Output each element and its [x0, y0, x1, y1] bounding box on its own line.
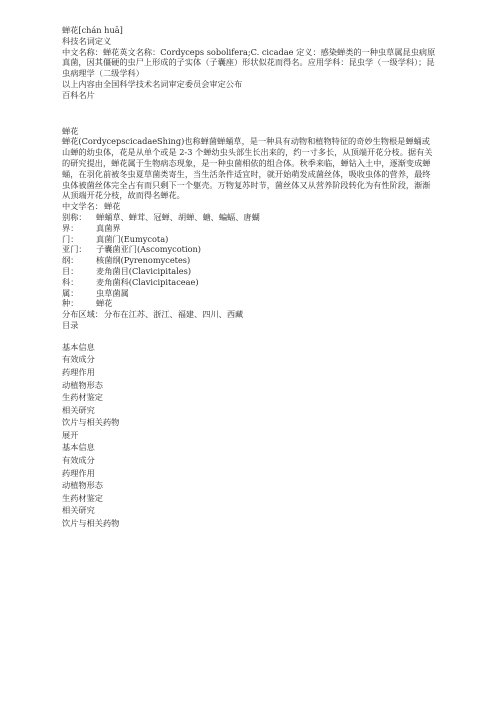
taxonomy-value: 蝉花 [96, 298, 113, 309]
taxonomy-value: 蝉花 [104, 201, 121, 212]
toc-link[interactable]: 相关研究 [62, 505, 95, 516]
toc-link[interactable]: 生药材鉴定 [62, 492, 103, 503]
taxonomy-key: 中文学名： [62, 201, 103, 212]
toc-link[interactable]: 有效成分 [62, 354, 95, 365]
toc-link[interactable]: 相关研究 [62, 404, 95, 415]
toc-link[interactable]: 基本信息 [62, 442, 95, 453]
spacer [62, 101, 437, 126]
toc-link[interactable]: 饮片与相关药物 [62, 417, 120, 428]
taxonomy-key: 界： [62, 222, 79, 233]
taxonomy-value: 分布在江苏、浙江、福建、四川、西藏 [104, 309, 244, 320]
taxonomy-key: 科： [62, 276, 79, 287]
taxonomy-key: 目： [62, 265, 79, 276]
document-content [62, 25, 437, 530]
taxonomy-row [62, 266, 437, 277]
category-label: 科技名词定义 [62, 35, 112, 46]
table-of-contents [62, 341, 437, 530]
taxonomy-row [62, 201, 437, 212]
toc-link[interactable]: 药理作用 [62, 366, 95, 377]
taxonomy-row [62, 234, 437, 245]
toc-link[interactable]: 有效成分 [62, 455, 95, 466]
taxonomy-key: 种： [62, 298, 79, 309]
toc-link[interactable]: 药理作用 [62, 467, 95, 478]
toc-link[interactable]: 动植物形态 [62, 379, 103, 390]
toc-link[interactable]: 基本信息 [62, 341, 95, 352]
taxonomy-value: 真菌界 [96, 222, 121, 233]
taxonomy-key: 门： [62, 233, 79, 244]
taxonomy-row [62, 223, 437, 234]
taxonomy-value: 蝉蛹草、蝉茸、冠蝉、胡蝉、螗、蝙蝠、唐蝴 [96, 211, 260, 222]
taxonomy-value: 麦角菌目(Clavicipitales) [96, 265, 192, 276]
toc-title: 目录 [62, 319, 79, 330]
taxonomy-row [62, 255, 437, 266]
taxonomy-value: 真菌门(Eumycota) [96, 233, 169, 244]
term-definition: 中文名称：蝉花英文名称：Cordyceps sobolifera;C. cicadae 定义：感染蝉类的一种虫草属昆虫病原真菌，因其僵硬的虫尸上形成的子实体（子囊座）形状似花而得名。应用学科：昆虫学（一级学科）；昆虫病理学（二级学科） [62, 46, 436, 79]
term-heading: 蝉花[chán huā] [62, 25, 123, 35]
intro-body: 蝉花(CordycepscicadaeShing)也称蝉菌蝉蛹草，是一种具有动物和植物特征的奇妙生物根是蝉蛹或山蝉的幼虫体，花是从单个或是 2-3 个蝉幼虫头部生长出来的，约一寸多长，从顶端开花分枝。据有关的研究提出，蝉花属于生物病态现象，是一种虫菌相依的组合体。秋季来临，蝉钻入土中，逐渐变成蝉蛹，在羽化前被冬虫夏草菌类寄生，当生活条件适宜时，就开始萌发成菌丝体，吸收虫体的营养，最终虫体被菌丝体完全占有而只剩下一个躯壳。万物复苏时节，菌丝体又从营养阶段转化为有性阶段，渐渐从顶端开花分枝，故而得名蝉花。 [62, 136, 433, 201]
taxonomy-key: 属： [62, 287, 79, 298]
taxonomy-value: 麦角菌科(Clavicipitaceae) [96, 276, 199, 287]
toc-link[interactable]: 饮片与相关药物 [62, 518, 120, 529]
toc-expand-link[interactable]: 展开 [62, 429, 79, 440]
taxonomy-key: 纲： [62, 255, 79, 266]
spacer [62, 331, 437, 341]
taxonomy-row [62, 244, 437, 255]
intro-title: 蝉花 [62, 125, 79, 136]
taxonomy-key: 亚门： [62, 244, 87, 255]
taxonomy-value: 虫草菌属 [96, 287, 129, 298]
taxonomy-row [62, 298, 437, 309]
taxonomy-list [62, 201, 437, 320]
taxonomy-row [62, 212, 437, 223]
source-note: 以上内容由全国科学技术名词审定委员会审定公布 [62, 78, 243, 89]
toc-link[interactable]: 动植物形态 [62, 480, 103, 491]
taxonomy-key: 别称： [62, 211, 87, 222]
taxonomy-key: 分布区域： [62, 309, 103, 320]
taxonomy-value: 核菌纲(Pyrenomycetes) [96, 255, 191, 266]
toc-link[interactable]: 生药材鉴定 [62, 392, 103, 403]
card-label: 百科名片 [62, 89, 95, 100]
taxonomy-value: 子囊菌亚门(Ascomycotion) [96, 244, 201, 255]
taxonomy-row [62, 309, 437, 320]
taxonomy-row [62, 277, 437, 288]
taxonomy-row [62, 288, 437, 299]
